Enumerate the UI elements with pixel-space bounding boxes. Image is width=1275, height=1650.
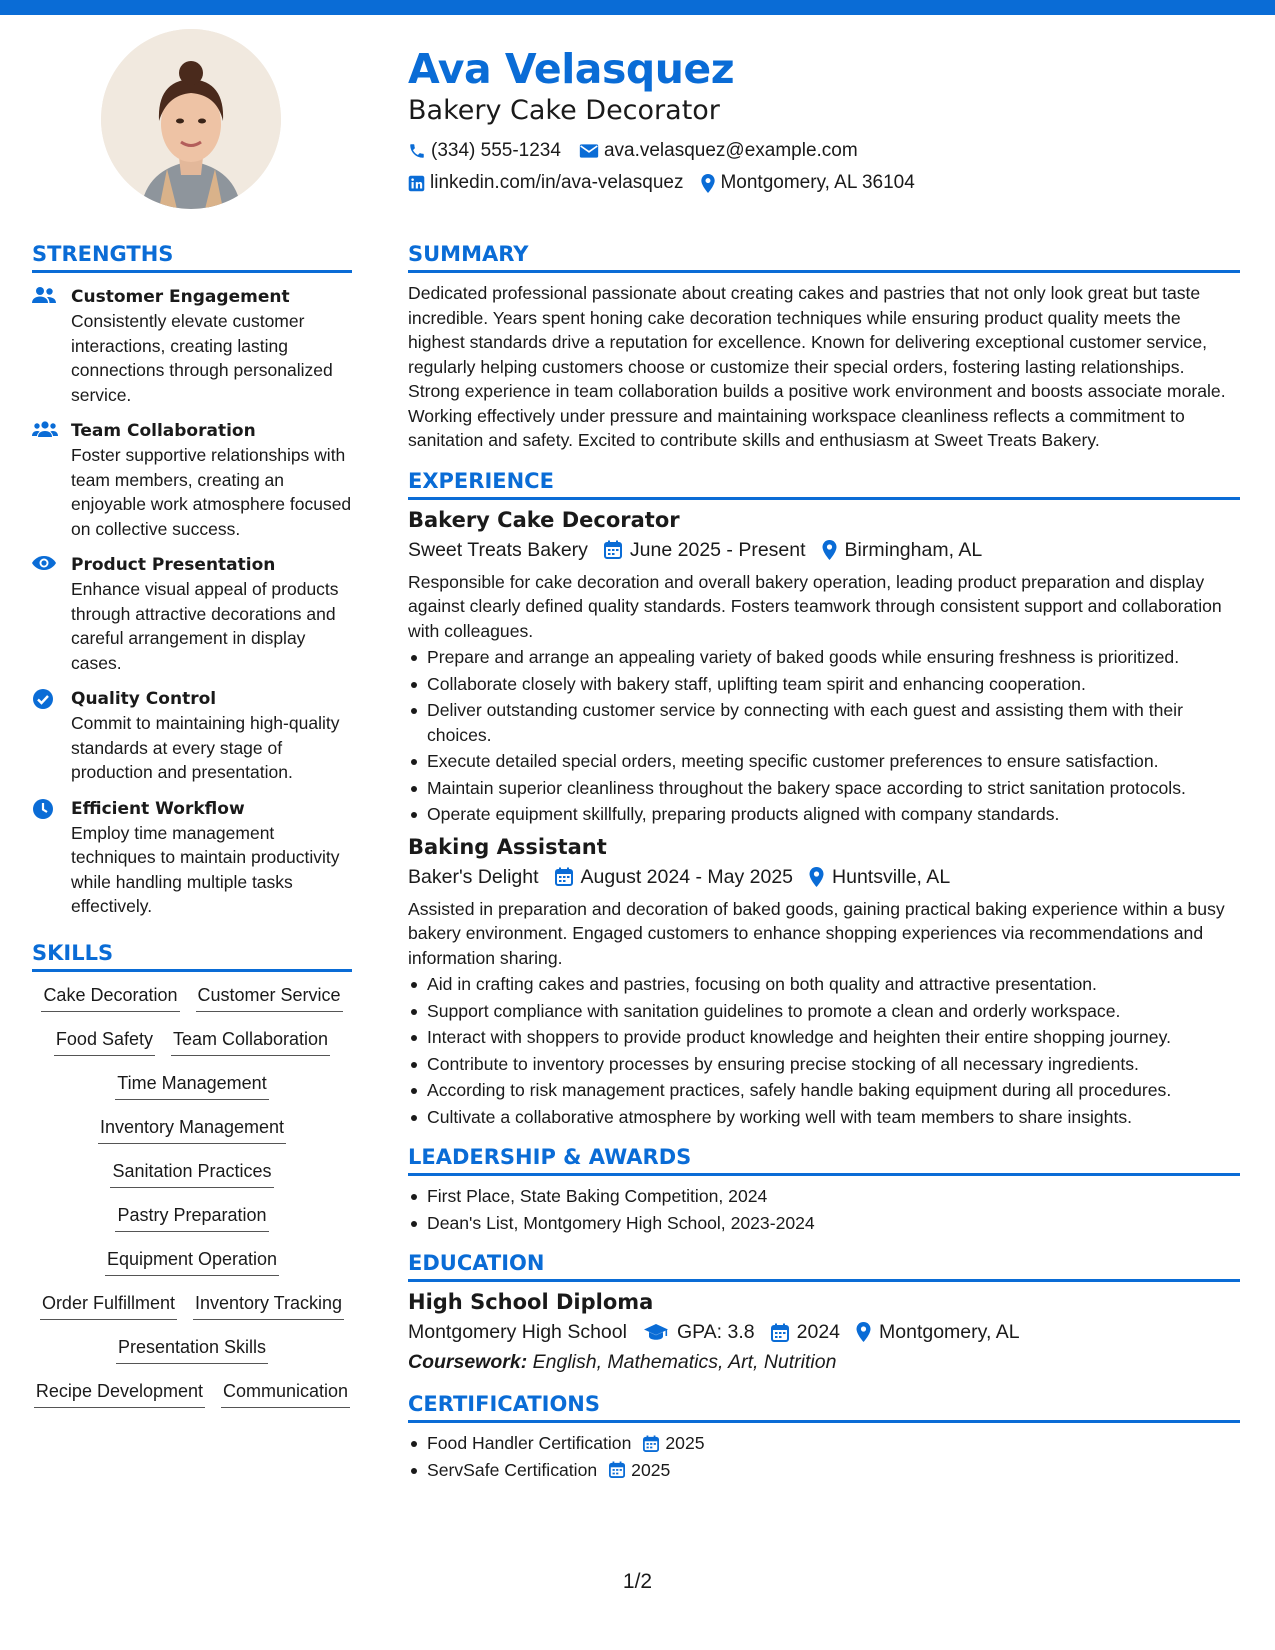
list-item: Operate equipment skillfully, preparing products aligned with company standards. [408,802,1240,827]
list-item: Contribute to inventory processes by ensuring precise stocking of all necessary ingredients. [408,1052,1240,1077]
strength-title: Efficient Workflow [71,798,245,819]
skill-tag: Time Management [115,1070,268,1100]
list-item: Prepare and arrange an appealing variety of baked goods while ensuring freshness is prioritized. [408,645,1240,670]
clock-icon [32,798,54,820]
calendar-icon [604,540,622,559]
calendar-icon [555,867,573,886]
candidate-name: Ava Velasquez [408,45,735,93]
linkedin-icon [408,175,425,192]
school-location: Montgomery, AL [879,1321,1020,1343]
strength-item [32,797,352,919]
job-dates: August 2024 - May 2025 [580,865,794,888]
job-description: Responsible for cake decoration and overall bakery operation, leading product preparation and display against clearly defined quality standards. Fosters teamwork through consistent support and collaboration with colleagues. [408,571,1222,641]
job-company: Sweet Treats Bakery [408,538,588,561]
skills-heading: SKILLS [32,939,352,972]
list-item [408,1458,1240,1483]
gpa-text: GPA: 3.8 [676,1321,755,1343]
eye-icon [32,554,56,572]
skill-tag: Order Fulfillment [40,1290,177,1320]
strength-item [32,687,352,785]
experience-heading: EXPERIENCE [408,467,1240,500]
right-column [408,240,1240,1484]
skill-tag: Recipe Development [34,1378,205,1408]
list-item: Interact with shoppers to provide product knowledge and heighten their entire shopping journey. [408,1025,1240,1050]
skill-tag: Pastry Preparation [115,1202,268,1232]
list-item: First Place, State Baking Competition, 2024 [408,1184,1240,1209]
skills-list [32,982,352,1422]
users-icon [32,286,56,304]
cert-year: 2025 [631,1459,671,1480]
list-item [408,1431,1240,1456]
contact-row-2 [408,172,1238,194]
cert-name: Food Handler Certification [427,1433,632,1453]
map-pin-icon [822,540,837,560]
list-item: Aid in crafting cakes and pastries, focusing on both quality and attractive presentation. [408,972,1240,997]
strength-title: Product Presentation [71,555,276,575]
strength-desc: Foster supportive relationships with team members, creating an enjoyable work atmosphere focused on collective success. [71,445,352,539]
skill-tag: Presentation Skills [116,1334,268,1364]
graduation-cap-icon [643,1323,669,1341]
email-text: ava.velasquez@example.com [603,140,858,161]
job-title: Baking Assistant [408,834,607,859]
leadership-list [408,1184,1240,1235]
list-item: Deliver outstanding customer service by connecting with each guest and assisting them with their choices. [408,698,1240,747]
group-icon [32,420,58,438]
strength-item [32,285,352,407]
job-bullets [408,972,1240,1129]
coursework-text: English, Mathematics, Art, Nutrition [532,1351,837,1373]
list-item: According to risk management practices, safely handle baking equipment during all procedures. [408,1078,1240,1103]
location-contact [701,172,914,194]
job-meta [408,536,1240,564]
location-text: Montgomery, AL 36104 [720,172,915,193]
coursework-label: Coursework: [408,1351,528,1373]
job-entry [408,833,1240,1130]
education-meta [408,1318,1240,1346]
skill-tag: Equipment Operation [105,1246,279,1276]
strength-desc: Employ time management techniques to maintain productivity while handling multiple tasks effectively. [71,822,340,916]
left-column [32,240,352,1422]
skill-tag: Inventory Tracking [193,1290,344,1320]
calendar-icon [771,1323,789,1342]
job-meta [408,863,1240,891]
calendar-icon [609,1461,625,1478]
map-pin-icon [701,174,715,193]
certifications-heading: CERTIFICATIONS [408,1390,1240,1423]
candidate-title: Bakery Cake Decorator [408,95,720,126]
check-badge-icon [32,688,54,710]
phone-contact[interactable] [408,140,561,162]
envelope-icon [579,143,599,159]
strength-desc: Consistently elevate customer interactions, creating lasting connections through personalized service. [71,311,333,405]
strength-title: Customer Engagement [71,287,290,307]
skill-tag: Food Safety [54,1026,155,1056]
summary-heading: SUMMARY [408,240,1240,273]
skill-tag: Team Collaboration [171,1026,330,1056]
strength-desc: Enhance visual appeal of products through attractive decorations and careful arrangement in display cases. [71,579,339,673]
education-heading: EDUCATION [408,1249,1240,1282]
job-location: Huntsville, AL [832,865,951,888]
certifications-list [408,1431,1240,1482]
list-item: Cultivate a collaborative atmosphere by working well with team members to share insights. [408,1105,1240,1130]
job-dates: June 2025 - Present [629,538,806,561]
contact-row-1 [408,140,1238,162]
skill-tag: Cake Decoration [41,982,179,1012]
strength-title: Quality Control [71,689,217,709]
leadership-heading: LEADERSHIP & AWARDS [408,1143,1240,1176]
strengths-heading: STRENGTHS [32,240,352,273]
resume-header [408,40,1238,194]
map-pin-icon [809,867,824,887]
skill-tag: Inventory Management [98,1114,286,1144]
skill-tag: Communication [221,1378,350,1408]
summary-text: Dedicated professional passionate about creating cakes and pastries that not only look great but taste incredible. Years spent honing cake decoration techniques while ensuring product quality meets the highest standards drive a reputation for excellence. Known for delivering exceptional customer service, regularly helping customers choose or customize their special orders, fostering lasting relationships. Strong experience in team collaboration builds a positive work environment and boosts associate morale. Working effectively under pressure and maintaining workspace cleanliness reflects a commitment to sanitation and safety. Excited to contribute skills and enthusiasm at Sweet Treats Bakery. [408,283,1226,450]
job-bullets [408,645,1240,827]
coursework-line [408,1348,1240,1376]
list-item: Support compliance with sanitation guidelines to promote a clean and orderly workspace. [408,999,1240,1024]
profile-photo [101,29,281,209]
school-name: Montgomery High School [408,1321,627,1343]
linkedin-contact[interactable] [408,172,683,194]
job-company: Baker's Delight [408,865,539,888]
page-number: 1/2 [622,1570,653,1593]
phone-text: (334) 555-1234 [431,140,561,161]
job-entry [408,506,1240,827]
job-title: Bakery Cake Decorator [408,507,680,532]
strength-item [32,419,352,541]
list-item: Collaborate closely with bakery staff, uplifting team spirit and enhancing cooperation. [408,672,1240,697]
skill-tag: Customer Service [196,982,343,1012]
strength-item [32,553,352,675]
degree-title: High School Diploma [408,1290,654,1314]
graduation-year: 2024 [796,1321,841,1343]
list-item: Dean's List, Montgomery High School, 2023-2024 [408,1211,1240,1236]
list-item: Maintain superior cleanliness throughout the bakery space according to strict sanitation protocols. [408,776,1240,801]
strength-title: Team Collaboration [71,421,256,441]
email-contact[interactable] [579,140,858,162]
strength-desc: Commit to maintaining high-quality standards at every stage of production and presentation. [71,713,340,782]
map-pin-icon [856,1322,871,1342]
calendar-icon [643,1435,659,1452]
list-item: Execute detailed special orders, meeting specific customer preferences to ensure satisfaction. [408,749,1240,774]
skill-tag: Sanitation Practices [110,1158,273,1188]
phone-icon [408,142,426,160]
top-accent-bar [0,0,1275,15]
job-location: Birmingham, AL [844,538,983,561]
cert-year: 2025 [665,1433,705,1453]
cert-name: ServSafe Certification [427,1459,598,1480]
job-description: Assisted in preparation and decoration of baked goods, gaining practical baking experience within a busy bakery environment. Engaged customers to enhance shopping experiences via recommendations and information sharing. [408,898,1225,968]
linkedin-text: linkedin.com/in/ava-velasquez [430,172,684,193]
